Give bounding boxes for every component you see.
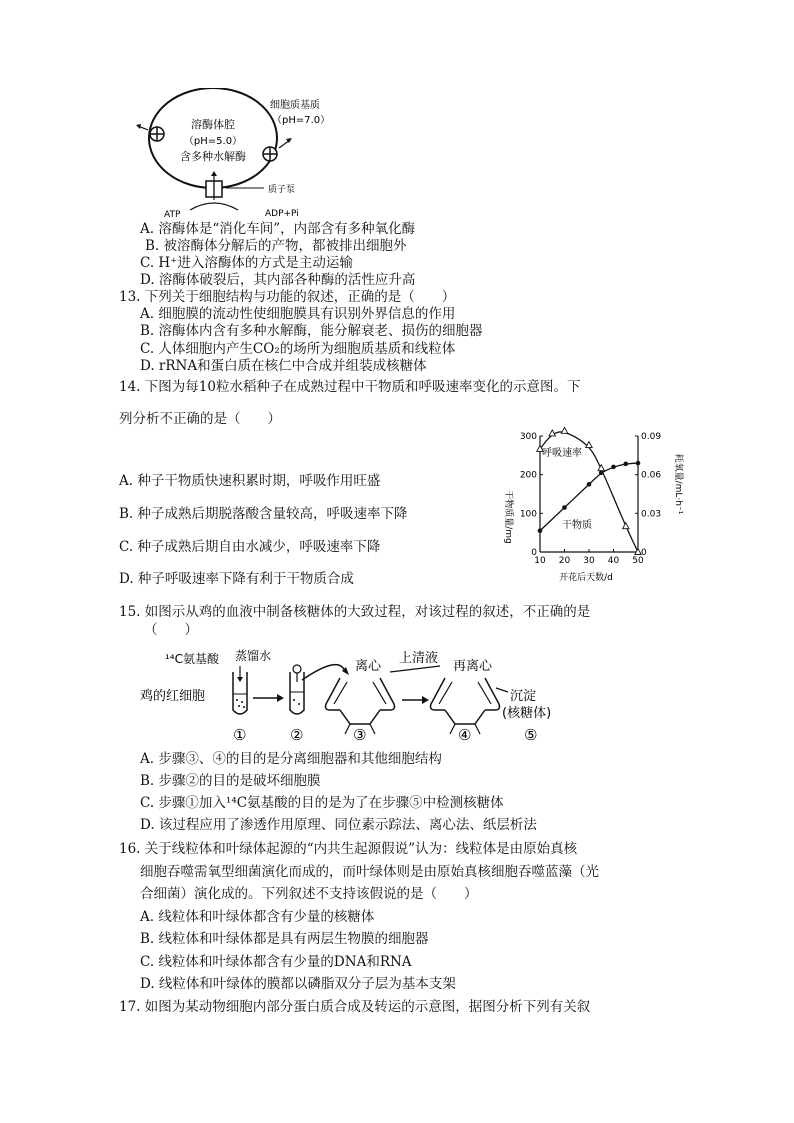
q14-option-c: C. 种子成熟后期自由水减少，呼吸速率下降 (119, 539, 381, 555)
lumen-ph-label: （pH=5.0） (183, 136, 243, 147)
x-tick-label: 50 (632, 556, 644, 566)
x-tick-label: 30 (583, 556, 595, 566)
atp-label: ATP (164, 210, 181, 220)
amino-acid-label: ¹⁴C氨基酸 (165, 652, 220, 666)
tube-2-icon (290, 665, 304, 714)
y-right-tick-label: 0 (641, 548, 647, 558)
q12-option-a: A. 溶酶体是“消化车间”，内部含有多种氧化酶 (140, 221, 416, 237)
q15-stem: 15. 如图示从鸡的血液中制备核糖体的大致过程，对该过程的叙述，不正确的是 (119, 604, 591, 620)
cytosol-ph-label: （pH=7.0） (272, 115, 331, 126)
q16-stem-line2: 细胞吞噬需氧型细菌演化而成的，而叶绿体则是由原始真核细胞吞噬蓝藻（光 (140, 864, 599, 880)
centrifuge-label: 离心 (355, 659, 382, 674)
q16-option-b: B. 线粒体和叶绿体都是具有两层生物膜的细胞器 (140, 931, 429, 947)
q16-stem-line3: 合细菌）演化成的。下列叙述不支持该假说的是（ ） (140, 886, 478, 902)
step-3-label: ③ (353, 726, 367, 744)
drymatter-point (562, 505, 567, 510)
recentrifuge-label: 再离心 (453, 659, 493, 674)
respiration-point (623, 523, 629, 529)
q13-option-c: C. 人体细胞内产生CO₂的场所为细胞质基质和线粒体 (140, 341, 456, 357)
q16-stem-line1: 16. 关于线粒体和叶绿体起源的“内共生起源假说”认为：线粒体是由原始真核 (119, 841, 578, 857)
q13-option-a: A. 细胞膜的流动性使细胞膜具有识别外界信息的作用 (140, 306, 456, 322)
y-left-tick-label: 300 (519, 432, 537, 442)
drymatter-point (611, 465, 616, 470)
water-label: 蒸馏水 (235, 649, 272, 663)
q14-option-d: D. 种子呼吸速率下降有利于干物质合成 (119, 571, 354, 587)
y-left-tick-label: 100 (519, 509, 537, 520)
q16-option-c: C. 线粒体和叶绿体都含有少量的DNA和RNA (140, 954, 412, 970)
y-right-tick-label: 0.06 (641, 470, 662, 481)
q14-option-a: A. 种子干物质快速积累时期，呼吸作用旺盛 (119, 473, 381, 489)
step-4-label: ④ (458, 726, 472, 744)
enzyme-label: 含多种水解酶 (180, 150, 246, 163)
y-right-tick-label: 0.09 (641, 432, 662, 442)
drymatter-point (538, 528, 543, 533)
step-5-label: ⑤ (524, 726, 538, 744)
pump-label: 质子泵 (268, 185, 296, 195)
q17-stem: 17. 如图为某动物细胞内部分蛋白质合成及转运的示意图，据图分析下列有关叙 (119, 999, 591, 1015)
drymatter-point (599, 470, 604, 475)
q12-option-b: B. 被溶酶体分解后的产物，都被排出细胞外 (145, 238, 407, 254)
q15-option-b: B. 步骤②的目的是破坏细胞膜 (140, 773, 321, 789)
adp-label: ADP+Pi (265, 209, 299, 219)
respiration-point (586, 442, 592, 448)
q16-option-a: A. 线粒体和叶绿体都含有少量的核糖体 (140, 909, 375, 925)
q13-stem: 13. 下列关于细胞结构与功能的叙述，正确的是（ ） (119, 289, 456, 305)
cytosol-label: 细胞质基质 (270, 100, 320, 111)
ribosome-label: (核糖体) (502, 706, 552, 721)
lumen-label: 溶酶体腔 (191, 118, 235, 131)
y-left-tick-label: 200 (519, 470, 537, 481)
series-label-respiration: 呼吸速率 (542, 448, 582, 459)
lysosome-figure (130, 88, 370, 222)
q14-option-b: B. 种子成熟后期脱落酸含量较高，呼吸速率下降 (119, 506, 408, 522)
series-label-drymatter: 干物质 (562, 520, 592, 531)
y-right-axis-label: 耗氧量/mL·h⁻¹ (673, 453, 683, 515)
q15-paren: （ ） (144, 622, 198, 638)
x-tick-label: 20 (558, 556, 571, 566)
x-tick-label: 40 (607, 556, 620, 566)
respiration-drymatter-chart (496, 422, 686, 582)
q12-option-c: C. H⁺进入溶酶体的方式是主动运输 (140, 255, 353, 271)
q14-stem-line1: 14. 下图为每10粒水稻种子在成熟过程中干物质和呼吸速率变化的示意图。下 (119, 379, 581, 395)
q13-option-b: B. 溶酶体内含有多种水解酶，能分解衰老、损伤的细胞器 (140, 323, 483, 339)
drymatter-point (636, 461, 641, 466)
q16-option-d: D. 线粒体和叶绿体的膜都以磷脂双分子层为基本支架 (140, 976, 456, 992)
y-right-tick-label: 0.03 (641, 509, 662, 520)
tube-1-icon (233, 666, 247, 714)
blood-label: 鸡的红细胞 (140, 689, 206, 704)
x-tick-label: 10 (534, 556, 546, 566)
q15-option-d: D. 该过程应用了渗透作用原理、同位素示踪法、离心法、纸层析法 (140, 817, 537, 833)
y-left-axis-label: 干物质量/mg (503, 490, 513, 544)
y-left-tick-label: 0 (531, 548, 537, 558)
q15-option-a: A. 步骤③、④的目的是分离细胞器和其他细胞结构 (140, 751, 442, 767)
precipitate-label: 沉淀 (510, 689, 537, 704)
q14-stem-line2: 列分析不正确的是（ ） (119, 411, 281, 427)
step-1-label: ① (233, 726, 247, 744)
drymatter-point (623, 462, 628, 467)
drymatter-point (587, 482, 592, 487)
q15-option-c: C. 步骤①加入¹⁴C氨基酸的目的是为了在步骤⑤中检测核糖体 (140, 795, 504, 811)
ribosome-prep-figure (140, 644, 560, 744)
supernatant-label: 上清液 (399, 651, 439, 666)
respiration-point (561, 427, 567, 433)
step-2-label: ② (290, 726, 304, 744)
x-axis-label: 开花后天数/d (559, 573, 613, 582)
q13-option-d: D. rRNA和蛋白质在核仁中合成并组装成核糖体 (140, 358, 427, 374)
q12-option-d: D. 溶酶体破裂后，其内部各种酶的活性应升高 (140, 272, 416, 288)
